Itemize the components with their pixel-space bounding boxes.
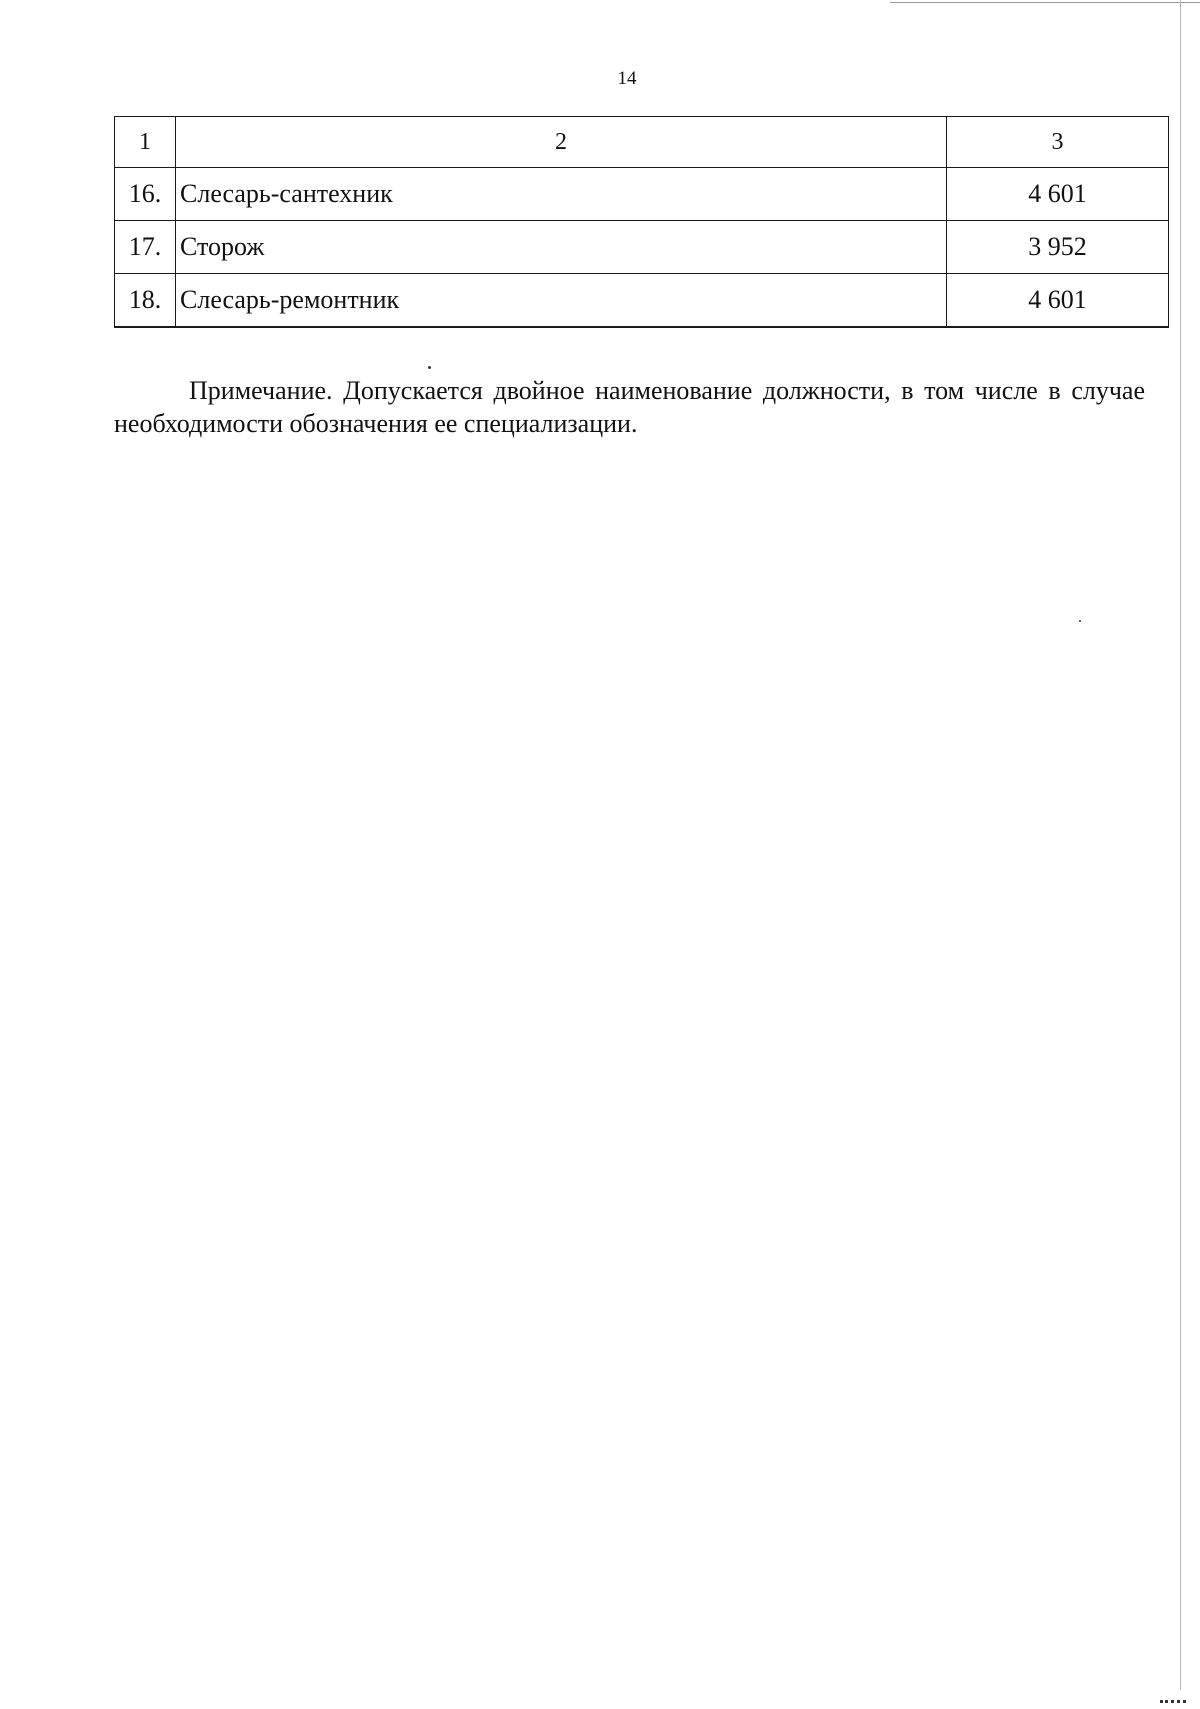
scan-speck bbox=[1079, 620, 1081, 622]
note-text: Примечание. Допускается двойное наименование должности, в том числе в случае необходимости обозначения ее специализации. bbox=[114, 376, 1145, 438]
table-row bbox=[115, 274, 1169, 328]
position-name: Сторож bbox=[176, 221, 947, 274]
table-header-row bbox=[115, 117, 1169, 168]
table-row bbox=[115, 221, 1169, 274]
positions-salary-table bbox=[114, 116, 1169, 328]
position-name: Слесарь-ремонтник bbox=[176, 274, 947, 328]
page-number: 14 bbox=[617, 68, 637, 89]
row-number: 18. bbox=[115, 274, 176, 328]
note-paragraph bbox=[114, 374, 1145, 440]
table-header-cell-2: 2 bbox=[176, 117, 947, 168]
row-number: 16. bbox=[115, 168, 176, 221]
position-name: Слесарь-сантехник bbox=[176, 168, 947, 221]
salary-value: 4 601 bbox=[947, 274, 1169, 328]
table-header-cell-3: 3 bbox=[947, 117, 1169, 168]
scan-edge-right bbox=[1180, 0, 1181, 1690]
table-header-cell-1: 1 bbox=[115, 117, 176, 168]
salary-value: 4 601 bbox=[947, 168, 1169, 221]
scan-edge-top bbox=[890, 2, 1200, 3]
row-number: 17. bbox=[115, 221, 176, 274]
table-row bbox=[115, 168, 1169, 221]
scan-mark bbox=[1160, 1700, 1186, 1706]
salary-value: 3 952 bbox=[947, 221, 1169, 274]
scan-speck bbox=[428, 366, 431, 369]
